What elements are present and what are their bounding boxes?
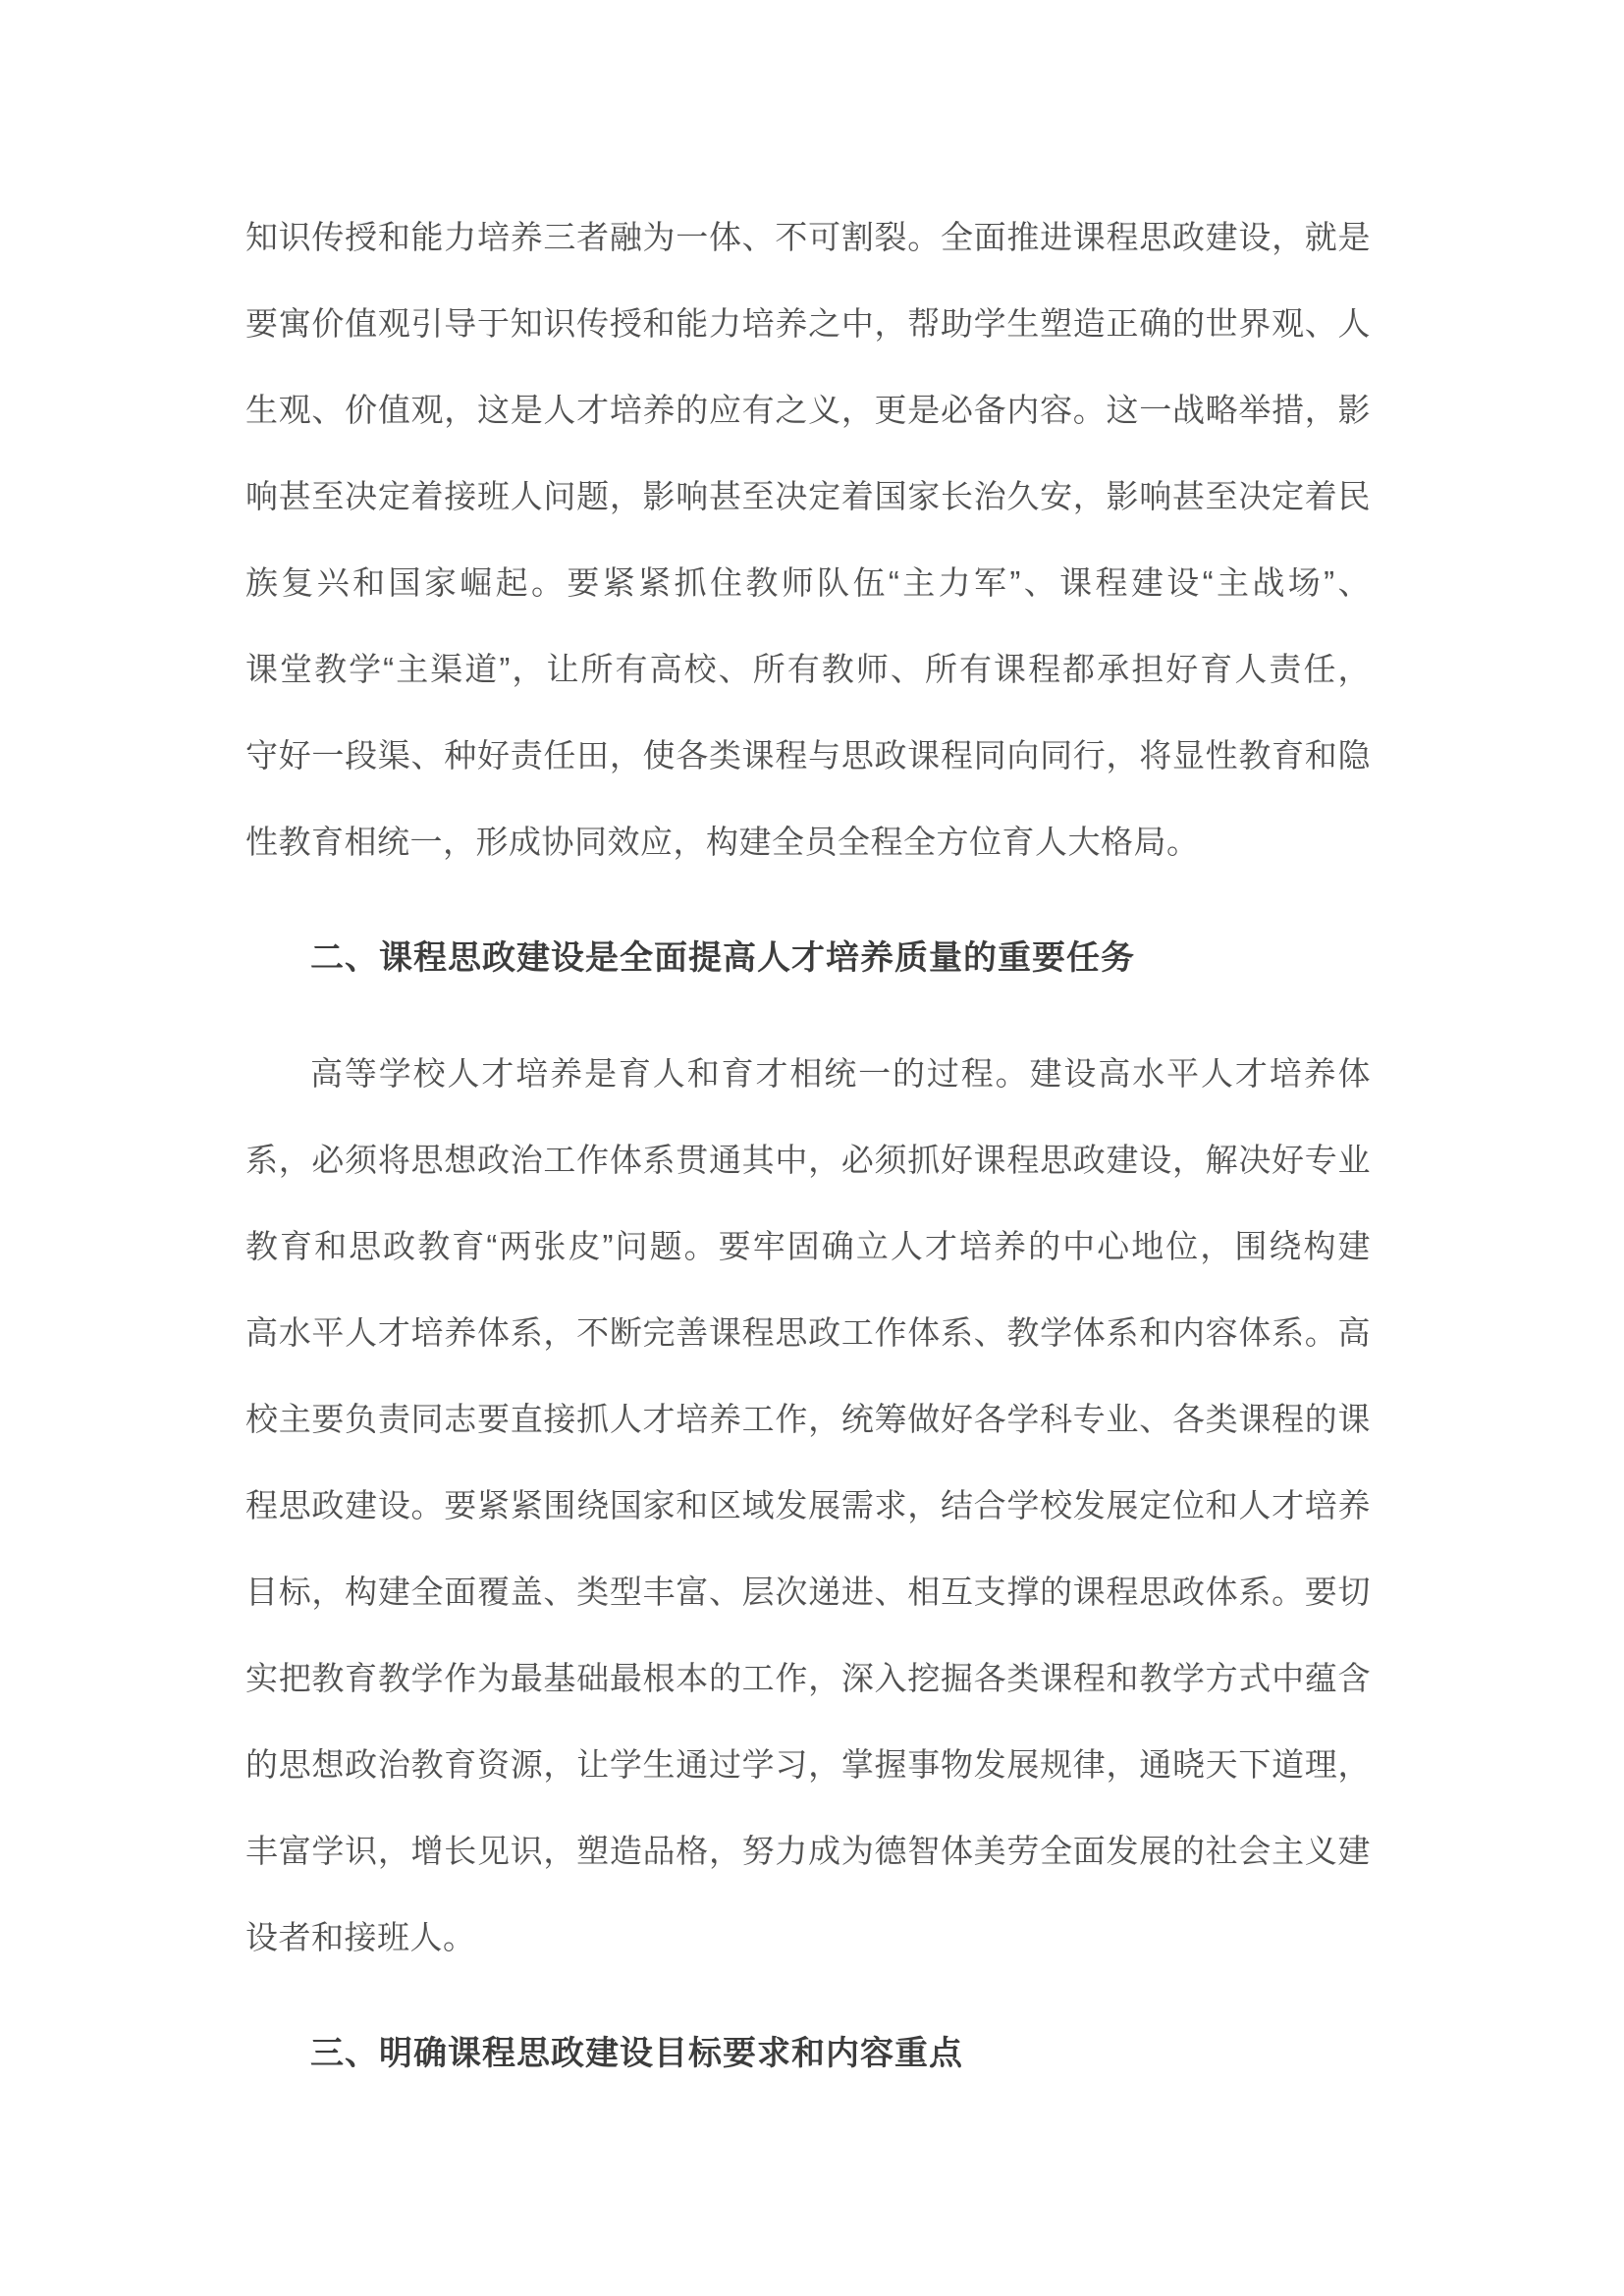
document-page	[245, 194, 1371, 2126]
paragraph-line: 生观、价值观，这是人才培养的应有之义，更是必备内容。这一战略举措，影	[245, 392, 1371, 428]
paragraph-line: 丰富学识，增长见识，塑造品格，努力成为德智体美劳全面发展的社会主义建	[245, 1833, 1371, 1869]
paragraph-line: 目标，构建全面覆盖、类型丰富、层次递进、相互支撑的课程思政体系。要切	[245, 1574, 1371, 1610]
section-heading-3: 三、明确课程思政建设目标要求和内容重点	[310, 2035, 963, 2072]
paragraph-line: 高水平人才培养体系，不断完善课程思政工作体系、教学体系和内容体系。高	[245, 1314, 1371, 1351]
paragraph-line: 设者和接班人。	[245, 1919, 476, 1955]
paragraph-line: 教育和思政教育“两张皮”问题。要牢固确立人才培养的中心地位，围绕构建	[245, 1228, 1371, 1264]
paragraph-2	[245, 1031, 1371, 1981]
paragraph-line: 课堂教学“主渠道”，让所有高校、所有教师、所有课程都承担好育人责任，	[245, 651, 1371, 687]
paragraph-line: 族复兴和国家崛起。要紧紧抓住教师队伍“主力军”、课程建设“主战场”、	[245, 564, 1371, 601]
paragraph-line: 要寓价值观引导于知识传授和能力培养之中，帮助学生塑造正确的世界观、人	[245, 305, 1371, 342]
paragraph-line: 性教育相统一，形成协同效应，构建全员全程全方位育人大格局。	[245, 824, 1200, 860]
paragraph-line: 的思想政治教育资源，让学生通过学习，掌握事物发展规律，通晓天下道理，	[245, 1746, 1371, 1783]
paragraph-line: 系，必须将思想政治工作体系贯通其中，必须抓好课程思政建设，解决好专业	[245, 1142, 1371, 1178]
paragraph-line: 守好一段渠、种好责任田，使各类课程与思政课程同向同行，将显性教育和隐	[245, 737, 1371, 774]
paragraph-line: 校主要负责同志要直接抓人才培养工作，统筹做好各学科专业、各类课程的课	[245, 1401, 1371, 1437]
paragraph-line: 程思政建设。要紧紧围绕国家和区域发展需求，结合学校发展定位和人才培养	[245, 1487, 1371, 1523]
paragraph-line: 知识传授和能力培养三者融为一体、不可割裂。全面推进课程思政建设，就是	[245, 219, 1371, 255]
paragraph-line: 高等学校人才培养是育人和育才相统一的过程。建设高水平人才培养体	[310, 1055, 1371, 1092]
paragraph-1	[245, 194, 1371, 885]
paragraph-line: 实把教育教学作为最基础最根本的工作，深入挖掘各类课程和教学方式中蕴含	[245, 1660, 1371, 1696]
section-heading-2: 二、课程思政建设是全面提高人才培养质量的重要任务	[310, 939, 1135, 977]
paragraph-line: 响甚至决定着接班人问题，影响甚至决定着国家长治久安，影响甚至决定着民	[245, 478, 1371, 514]
